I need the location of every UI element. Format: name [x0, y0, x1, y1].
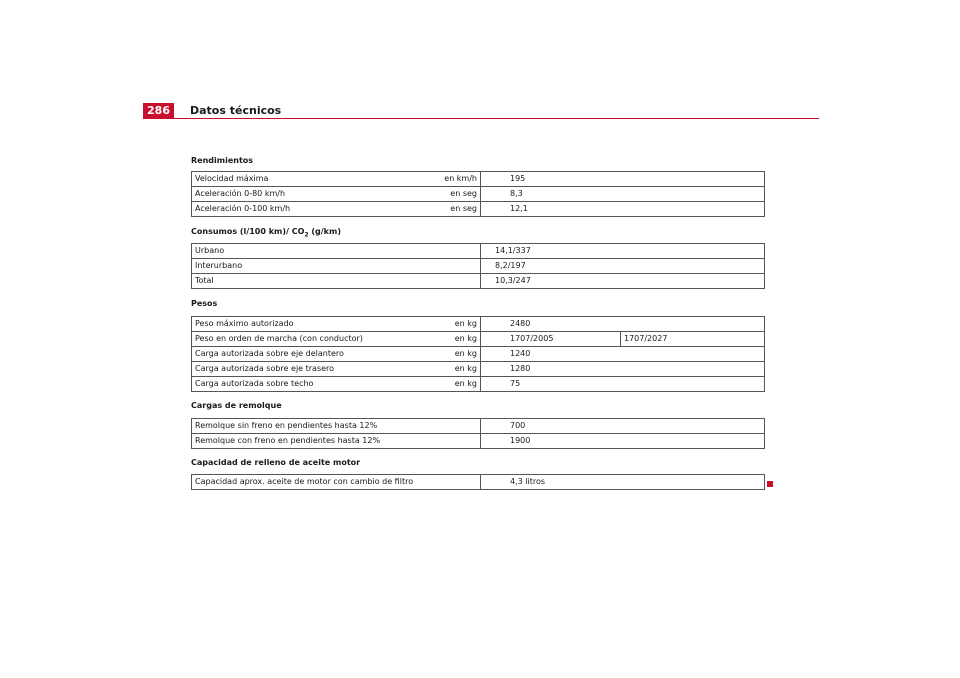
row-label: Interurbano [192, 259, 481, 274]
row-label: Total [192, 274, 481, 289]
row-unit: en kg [382, 362, 481, 377]
row-value-2 [621, 347, 765, 362]
row-value: 1240 [481, 347, 621, 362]
row-label: Peso en orden de marcha (con conductor) [192, 332, 382, 347]
row-unit: en kg [382, 347, 481, 362]
table-row [192, 202, 765, 217]
page-title: Datos técnicos [190, 104, 282, 117]
row-label: Remolque sin freno en pendientes hasta 12% [192, 419, 481, 434]
table-row [192, 475, 765, 490]
section-heading-rendimientos: Rendimientos [191, 156, 254, 165]
heading-subscript: 2 [304, 231, 309, 239]
row-value: 2480 [481, 317, 621, 332]
section-heading-aceite: Capacidad de relleno de aceite motor [191, 458, 361, 467]
row-unit: en km/h [382, 172, 481, 187]
heading-tail: (g/km) [308, 227, 341, 236]
table-row [192, 332, 765, 347]
row-value-2: 1707/2027 [621, 332, 765, 347]
table-aceite [191, 474, 765, 490]
table-row [192, 274, 765, 289]
row-value: 8,2/197 [481, 259, 765, 274]
table-row [192, 419, 765, 434]
table-rendimientos [191, 171, 765, 217]
table-consumos [191, 243, 765, 289]
row-unit: en seg [382, 187, 481, 202]
table-row [192, 317, 765, 332]
section-heading-pesos: Pesos [191, 299, 218, 308]
table-row [192, 362, 765, 377]
row-value: 195 [481, 172, 765, 187]
table-row [192, 434, 765, 449]
row-label: Aceleración 0-80 km/h [192, 187, 382, 202]
row-label: Carga autorizada sobre eje delantero [192, 347, 382, 362]
table-row [192, 172, 765, 187]
row-value: 14,1/337 [481, 244, 765, 259]
row-label: Remolque con freno en pendientes hasta 12% [192, 434, 481, 449]
row-value: 4,3 litros [481, 475, 765, 490]
row-unit: en seg [382, 202, 481, 217]
table-row [192, 259, 765, 274]
section-heading-remolque: Cargas de remolque [191, 401, 282, 410]
row-label: Carga autorizada sobre eje trasero [192, 362, 382, 377]
section-heading-consumos [191, 227, 341, 241]
row-value: 75 [481, 377, 621, 392]
table-row [192, 377, 765, 392]
row-value: 700 [481, 419, 765, 434]
row-label: Peso máximo autorizado [192, 317, 382, 332]
row-value: 10,3/247 [481, 274, 765, 289]
row-value-2 [621, 377, 765, 392]
row-label: Aceleración 0-100 km/h [192, 202, 382, 217]
row-value-2 [621, 317, 765, 332]
end-of-section-marker [767, 481, 773, 487]
row-label: Capacidad aprox. aceite de motor con cambio de filtro [192, 475, 481, 490]
row-value: 8,3 [481, 187, 765, 202]
table-pesos [191, 316, 765, 392]
row-unit: en kg [382, 377, 481, 392]
row-unit: en kg [382, 332, 481, 347]
page-number: 286 [143, 103, 174, 119]
row-value: 1707/2005 [481, 332, 621, 347]
table-row [192, 244, 765, 259]
row-value-2 [621, 362, 765, 377]
header-rule [143, 118, 819, 119]
row-label: Velocidad máxima [192, 172, 382, 187]
row-value: 1280 [481, 362, 621, 377]
row-value: 12,1 [481, 202, 765, 217]
table-row [192, 347, 765, 362]
row-value: 1900 [481, 434, 765, 449]
table-row [192, 187, 765, 202]
row-label: Urbano [192, 244, 481, 259]
heading-main: Consumos (l/100 km)/ CO [191, 227, 305, 236]
row-unit: en kg [382, 317, 481, 332]
row-label: Carga autorizada sobre techo [192, 377, 382, 392]
table-remolque [191, 418, 765, 449]
